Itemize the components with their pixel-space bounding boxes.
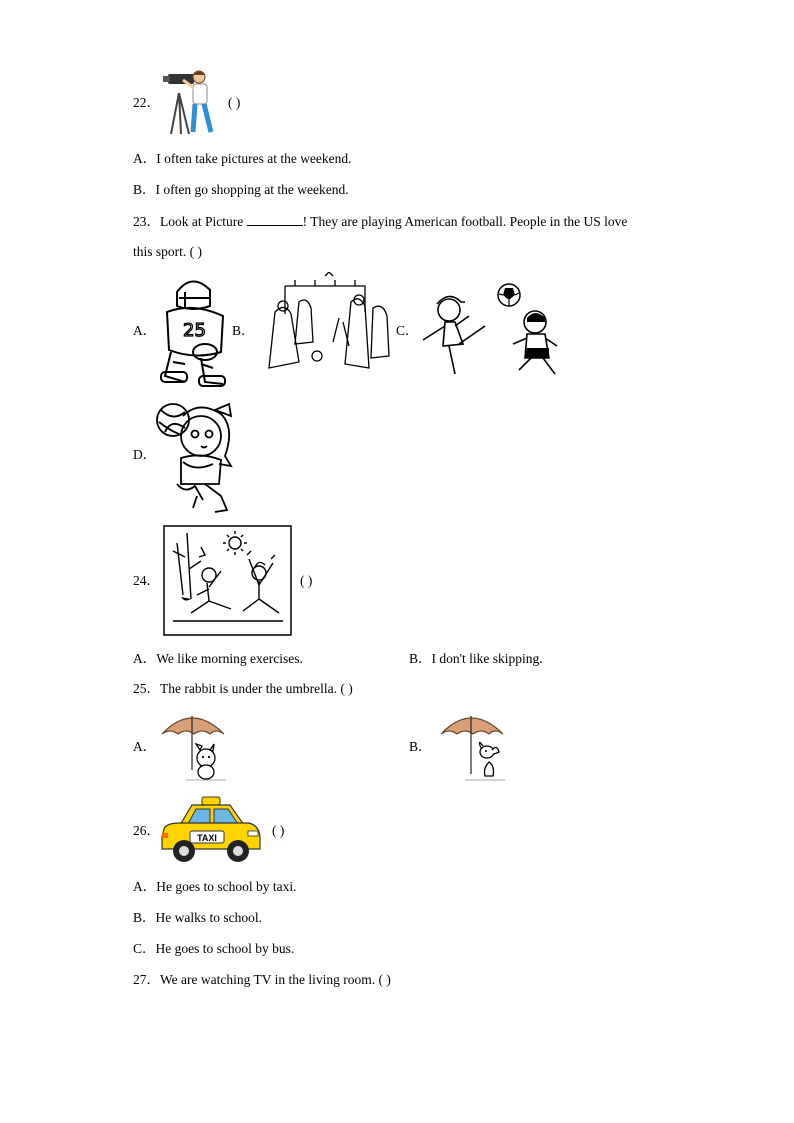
kids-playing-soccer-image <box>415 282 565 378</box>
q26-option-c[interactable]: C．He goes to school by bus. <box>133 941 295 956</box>
q26-option-b[interactable]: B．He walks to school. <box>133 910 262 925</box>
q24-option-a[interactable]: A．We like morning exercises. <box>133 651 303 666</box>
q25-prompt: 25．The rabbit is under the umbrella. ( ) <box>133 681 353 696</box>
ancient-cuju-players-image <box>255 272 395 378</box>
rabbit-under-umbrella-b-image <box>437 708 507 784</box>
q22-option-b[interactable]: B．I often go shopping at the weekend. <box>133 182 349 197</box>
q24-number: 24． <box>133 573 160 588</box>
q23-option-a-label[interactable]: A． <box>133 323 157 338</box>
morning-exercises-image <box>163 525 292 636</box>
q26-option-a[interactable]: A．He goes to school by taxi. <box>133 879 297 894</box>
q25-option-a-label[interactable]: A． <box>133 739 157 754</box>
q23-prompt-start: 23．Look at Picture <box>133 214 244 229</box>
q22-option-a[interactable]: A．I often take pictures at the weekend. <box>133 151 352 166</box>
q22-number: 22． <box>133 95 160 110</box>
american-football-player-image <box>155 272 230 388</box>
rabbit-under-umbrella-a-image <box>158 708 228 784</box>
q23-option-c-label[interactable]: C． <box>396 323 419 338</box>
svg-text:25: 25 <box>183 320 206 341</box>
taxi-sign-text: TAXI <box>197 833 217 843</box>
q26-number: 26． <box>133 823 160 838</box>
q27-prompt: 27．We are watching TV in the living room. ( ) <box>133 972 391 987</box>
photographer-image <box>163 68 223 138</box>
q23-option-d-label[interactable]: D． <box>133 447 157 462</box>
q23-prompt-line2: this sport. ( ) <box>133 244 202 259</box>
q23-prompt-line1 <box>133 213 627 230</box>
q23-option-b-label[interactable]: B． <box>232 323 255 338</box>
q23-fill-blank[interactable] <box>247 213 303 226</box>
q23-prompt-end: ! They are playing American football. People in the US love <box>302 214 628 229</box>
girl-with-volleyball-image <box>155 400 240 514</box>
taxi-image <box>160 795 264 865</box>
q24-answer-paren[interactable]: ( ) <box>300 573 313 588</box>
q25-option-b-label[interactable]: B． <box>409 739 432 754</box>
q22-answer-paren[interactable]: ( ) <box>228 95 241 110</box>
q26-answer-paren[interactable]: ( ) <box>272 823 285 838</box>
q24-option-b[interactable]: B．I don't like skipping. <box>409 651 543 666</box>
